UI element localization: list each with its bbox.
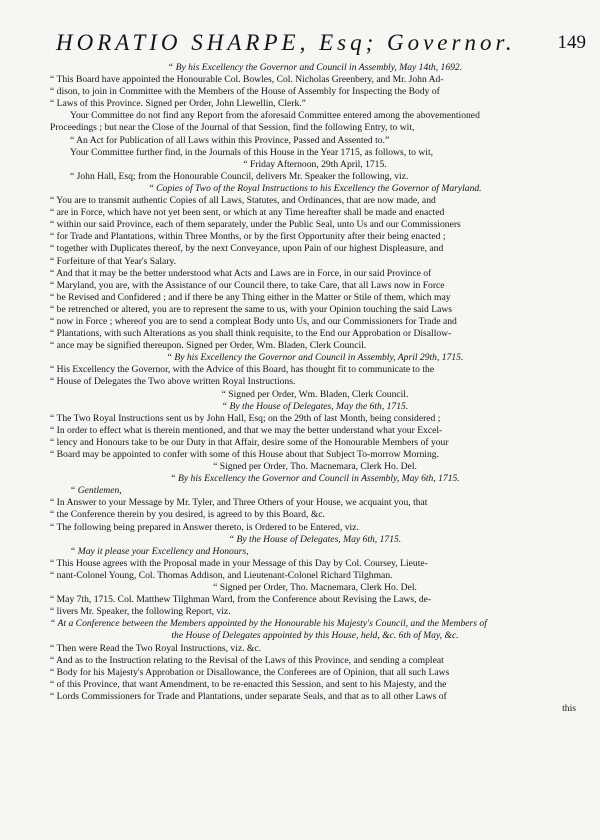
text-line: this <box>562 702 576 714</box>
text-line: “ And as to the Instruction relating to the Revisal of the Laws of this Province, and sending a compleat <box>50 654 444 666</box>
text-line: “ within our said Province, each of them separately, under the Public Seal, unto Us and our Commissioners <box>50 219 461 231</box>
running-head: HORATIO SHARPE, Esq; Governor. <box>56 30 516 55</box>
text-line: “ for Trade and Plantations, within Three Months, or by the first Opportunity after their being enacted ; <box>50 231 446 243</box>
text-line: “ May 7th, 1715. Col. Matthew Tilghman Ward, from the Conference about Revising the Laws, de- <box>50 594 432 606</box>
text-line: “ nant-Colonel Young, Col. Thomas Addison, and Lieutenant-Colonel Richard Tilghman. <box>50 569 393 581</box>
text-line: “ are in Force, which have not yet been sent, or which at any Time hereafter shall be made and enacted <box>50 207 445 219</box>
text-line: “ Signed per Order, Wm. Bladen, Clerk Council. <box>221 388 409 400</box>
text-line: “ You are to transmit authentic Copies of all Laws, Statutes, and Ordinances, that are now made, and <box>50 195 436 207</box>
text-line: “ of this Province, that want Amendment, to be re-enacted this Session, and sent to his Majesty, and the <box>50 678 447 690</box>
text-line: “ be retrenched or altered, you are to represent the same to us, with your Opinion touching the said Laws <box>50 303 453 315</box>
text-line: “ dison, to join in Committee with the Members of the House of Assembly for Inspecting the Body of <box>50 86 440 98</box>
text-line: “ Friday Afternoon, 29th April, 1715. <box>243 158 387 170</box>
text-line: “ This House agrees with the Proposal made in your Message of this Day by Col. Coursey, Lieute- <box>50 557 428 569</box>
text-line: “ together with Duplicates thereof, by the next Conveyance, upon Pain of our highest Displeasure, and <box>50 243 444 255</box>
text-line: “ Board may be appointed to confer with some of this House about that Subject To-morrow Morning. <box>50 449 439 460</box>
text-line: “ Plantations, with such Alterations as you shall think requisite, to the End our Approbation or Disallow- <box>50 328 452 340</box>
text-line: “ May it please your Excellency and Honours, <box>70 545 249 557</box>
text-line: “ By his Excellency the Governor and Council in Assembly, May 14th, 1692. <box>167 62 463 73</box>
text-line: Proceedings ; but near the Close of the Journal of that Session, find the following Entry, to wit, <box>50 122 415 134</box>
text-line: “ Then were Read the Two Royal Instructions, viz. &c. <box>50 642 262 654</box>
text-line: “ At a Conference between the Members appointed by the Honourable his Majesty's Council, and the Members of <box>50 618 487 630</box>
text-line: “ Copies of Two of the Royal Instructions to his Excellency the Governor of Maryland. <box>148 182 482 194</box>
text-line: “ In order to effect what is therein mentioned, and that we may the better understand what your Excel- <box>50 424 443 436</box>
text-line: “ ance may be signified thereupon. Signed per Order, Wm. Bladen, Clerk Council. <box>50 340 367 352</box>
text-line: “ Forfeiture of that Year's Salary. <box>50 255 177 267</box>
text-line: “ House of Delegates the Two above written Royal Instructions. <box>50 376 296 388</box>
text-line: “ the Conference therein by you desired, is agreed to by this Board, &c. <box>50 509 325 521</box>
text-line: “ By his Excellency the Governor and Council in Assembly, April 29th, 1715. <box>166 352 464 364</box>
text-line: “ John Hall, Esq; from the Honourable Council, delivers Mr. Speaker the following, viz. <box>70 170 409 182</box>
page-header <box>20 28 586 58</box>
page-number: 149 <box>557 32 586 53</box>
text-line: “ In Answer to your Message by Mr. Tyler, and Three Others of your House, we acquaint you, that <box>50 497 428 509</box>
text-line: “ lency and Honours take to be our Duty in that Affair, desire some of the Honourable Members of your <box>50 436 449 448</box>
text-line: “ now in Force ; whereof you are to send a compleat Body unto Us, and our Commissioners for Trade and <box>50 315 457 327</box>
text-line: “ be Revised and Confidered ; and if there be any Thing either in the Matter or Stile of them, which may <box>50 291 451 303</box>
text-line: Your Committee further find, in the Journals of this House in the Year 1715, as follows, to wit, <box>70 146 434 158</box>
text-line: “ Maryland, you are, with the Assistance of our Council there, to take Care, that all Laws now in Force <box>50 279 445 291</box>
text-line: “ Body for his Majesty's Approbation or Disallowance, the Conferees are of Opinion, that all such Laws <box>50 666 450 678</box>
text-line: “ This Board have appointed the Honourable Col. Bowles, Col. Nicholas Greenbery, and Mr. John Ad- <box>50 74 444 86</box>
text-line: “ The following being prepared in Answer thereto, is Ordered to be Entered, viz. <box>50 521 359 533</box>
text-line: “ livers Mr. Speaker, the following Report, viz. <box>50 606 231 618</box>
text-line: “ His Excellency the Governor, with the Advice of this Board, has thought fit to communicate to the <box>50 364 435 376</box>
text-line: “ An Act for Publication of all Laws within this Province, Passed and Assented to.” <box>70 134 390 146</box>
text-line: “ By the House of Delegates, May the 6th, 1715. <box>221 400 409 412</box>
text-line: “ Gentlemen, <box>70 485 122 497</box>
text-line: “ The Two Royal Instructions sent us by John Hall, Esq; on the 29th of last Month, being considered ; <box>50 412 441 424</box>
text-line: “ By the House of Delegates, May 6th, 1715. <box>228 533 402 545</box>
text-line: “ Lords Commissioners for Trade and Plantations, under separate Seals, and that as to all other Laws of <box>50 690 447 702</box>
text-line: “ And that it may be the better understood what Acts and Laws are in Force, in our said Province of <box>50 267 432 279</box>
document-body <box>50 62 580 715</box>
text-line: Your Committee do not find any Report from the aforesaid Committee entered among the abovementioned <box>70 110 480 122</box>
text-line: “ By his Excellency the Governor and Council in Assembly, May 6th, 1715. <box>170 473 460 485</box>
text-line: “ Laws of this Province. Signed per Order, John Llewellin, Clerk.” <box>50 98 306 110</box>
text-line: the House of Delegates appointed by this House, held, &c. 6th of May, &c. <box>171 630 459 642</box>
text-line: “ Signed per Order, Tho. Macnemara, Clerk Ho. Del. <box>213 582 417 594</box>
text-line: “ Signed per Order, Tho. Macnemara, Clerk Ho. Del. <box>213 461 417 473</box>
